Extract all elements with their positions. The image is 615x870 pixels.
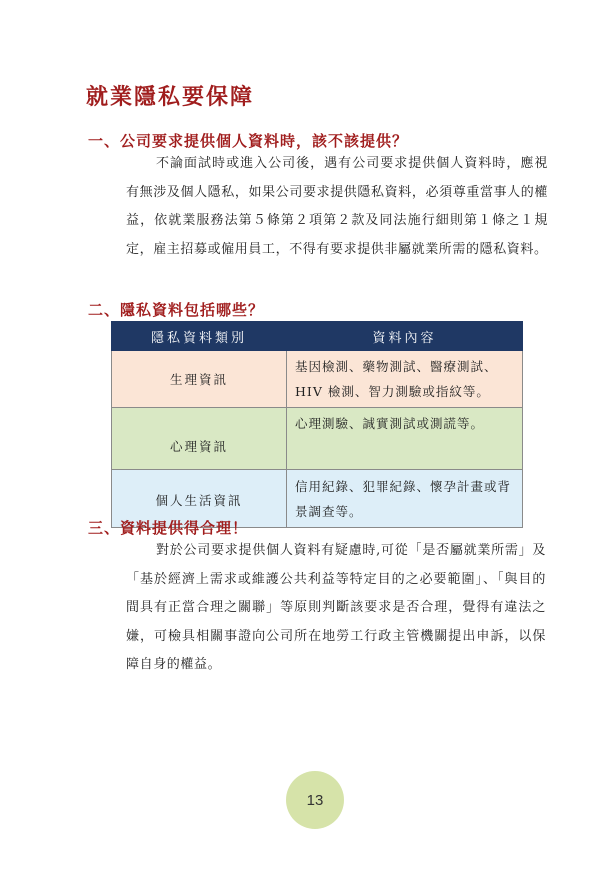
table-cell-content: 信用紀錄、犯罪紀錄、懷孕計畫或背景調查等。 <box>287 470 523 528</box>
table-cell-category: 心理資訊 <box>112 408 287 470</box>
table-row <box>112 351 523 408</box>
table-header-row <box>112 322 523 351</box>
table-cell-category: 生理資訊 <box>112 351 287 408</box>
section-2-heading: 二、隱私資料包括哪些？ <box>88 301 265 319</box>
section-1-heading: 一、公司要求提供個人資料時，該不該提供？ <box>88 132 409 150</box>
page-number-badge <box>286 771 344 829</box>
table-row <box>112 408 523 470</box>
section-1-paragraph: 不論面試時或進入公司後，遇有公司要求提供個人資料時，應視有無涉及個人隱私，如果公司要求提供隱私資料，必須尊重當事人的權益，依就業服務法第５條第２項第２款及同法施行細則第１條之１規定，雇主招募或僱用員工，不得有要求提供非屬就業所需的隱私資料。 <box>126 156 548 257</box>
page-number: 13 <box>306 791 324 809</box>
page-title: 就業隱私要保障 <box>86 84 255 110</box>
table-header-category: 隱私資料類別 <box>112 322 287 351</box>
table-cell-content: 基因檢測、藥物測試、醫療測試、HIV 檢測、智力測驗或指紋等。 <box>287 351 523 408</box>
section-3-heading: 三、資料提供得合理！ <box>88 519 249 537</box>
privacy-data-table <box>111 321 523 528</box>
section-3-paragraph: 對於公司要求提供個人資料有疑慮時,可從「是否屬就業所需」及「基於經濟上需求或維護公共利益等特定目的之必要範圍」、「與目的間具有正當合理之關聯」等原則判斷該要求是否合理，覺得有違法之嫌，可檢具相關事證向公司所在地勞工行政主管機關提出申訴，以保障自身的權益。 <box>126 543 546 672</box>
table-header-content: 資料內容 <box>287 322 523 351</box>
table-cell-content: 心理測驗、誠實測試或測謊等。 <box>287 408 523 470</box>
table-cell-category: 個人生活資訊 <box>112 470 287 528</box>
